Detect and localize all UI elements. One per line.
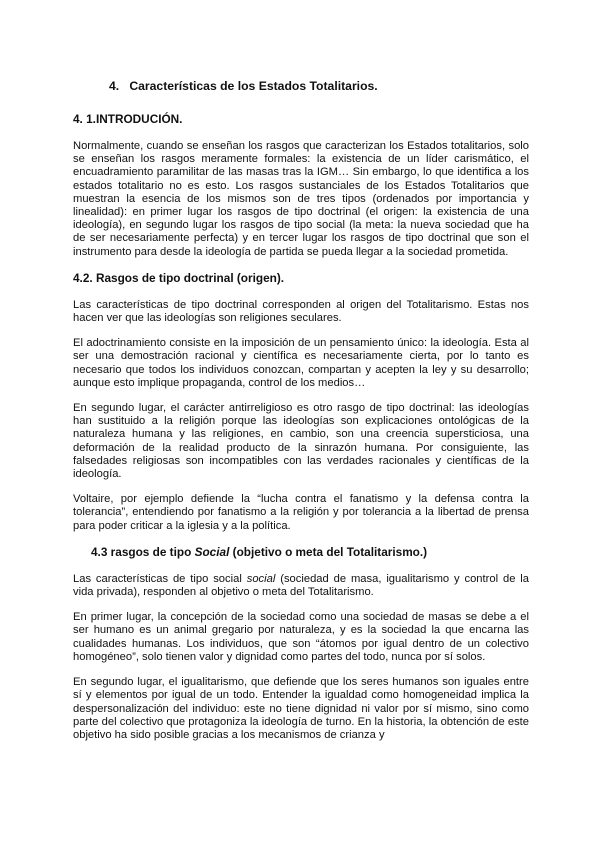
- paragraph-doctrinal-4: Voltaire, por ejemplo defiende la “lucha contra el fanatismo y la defensa contra la tolerancia”, entendiendo por fanatismo a la religión y por tolerancia a la libertad de prensa para poder criticar a la iglesia y a la política.: [73, 493, 529, 532]
- section-heading-doctrinal: 4.2. Rasgos de tipo doctrinal (origen).: [73, 270, 285, 285]
- paragraph-doctrinal-1: Las características de tipo doctrinal corresponden al origen del Totalitarismo. Estas nos hacen ver que las ideologías son religiones seculares.: [73, 298, 529, 325]
- paragraph-doctrinal-2: El adoctrinamiento consiste en la imposición de un pensamiento único: la ideología. Esta al ser una demostración racional y científica es necesariamente cierta, por lo tanto es necesario que todos los individuos conozcan, compartan y acepten la ley y su desarrollo; aunque esto implique propaganda, control de los medios…: [73, 337, 529, 389]
- paragraph-social-intro-pre: Las características de tipo social: [73, 572, 247, 585]
- paragraph-introduction: Normalmente, cuando se enseñan los rasgos que caracterizan los Estados totalitarios, solo se enseñan los rasgos meramente formales: la existencia de un líder carismático, el encuadramiento paramilitar de las masas tras la IGM… Sin embargo, lo que identifica a los estados totalitario no es esto. Los rasgos sustanciales de los Estados Totalitarios que muestran la esencia de los mismos son de tres tipos (ordenados por importancia y linealidad): en primer lugar los rasgos de tipo doctrinal (el origen: la existencia de una ideología), en segundo lugar los rasgos de tipo social (la meta: la nueva sociedad que ha de ser necesariamente perfecta) y en tercer lugar los rasgos de tipo doctrinal que son el instrumento para desde la ideología de partida se pueda llegar a la sociedad prometida.: [73, 140, 529, 258]
- paragraph-social-intro-post: (sociedad de masa, igualitarismo y control de la vida privada), responden al objetivo o meta del Totalitarismo.: [73, 572, 530, 599]
- paragraph-doctrinal-3: En segundo lugar, el carácter antirreligioso es otro rasgo de tipo doctrinal: las ideologías han sustituido a la religión porque las ideologías son explicaciones ontológicas de la naturaleza humana y las religiones, en cambio, son una creencia supersticiosa, una deformación de la realidad producto de la sinrazón humana. Por consiguiente, las falsedades religiosas son incompatibles con las verdades racionales y científicas de la ideología.: [73, 402, 529, 481]
- section-heading-social-em: Social: [194, 544, 230, 559]
- section-heading-social-post: (objetivo o meta del Totalitarismo.): [229, 544, 428, 559]
- paragraph-social-intro-em: social: [246, 572, 276, 585]
- paragraph-social-intro: [73, 573, 529, 599]
- paragraph-social-2: En segundo lugar, el igualitarismo, que defiende que los seres humanos son iguales entre sí y elementos por igual de un todo. Entender la igualdad como homogeneidad implica la despersonalización del individuo: este no tiene dignidad ni valor por sí mismo, sino como parte del colectivo que protagoniza la ideología de turno. En la historia, la obtención de este objetivo ha sido posible gracias a los mecanismos de crianza y: [73, 676, 529, 741]
- document-page: [73, 79, 529, 754]
- section-heading-social: [91, 545, 529, 559]
- section-heading-introduction: 4. 1.INTRODUCIÓN.: [73, 112, 183, 126]
- section-heading-social-pre: 4.3 rasgos de tipo: [91, 544, 195, 559]
- paragraph-social-1: En primer lugar, la concepción de la sociedad como una sociedad de masas se debe a el ser humano es un animal gregario por naturaleza, y es la sociedad la que encarna las cualidades humanas. Los individuos, que son “átomos por igual dentro de un colectivo homogéneo”, solo tienen valor y dignidad como partes del todo, nunca por sí solos.: [73, 611, 529, 663]
- document-title: 4. Características de los Estados Totalitarios.: [109, 79, 378, 93]
